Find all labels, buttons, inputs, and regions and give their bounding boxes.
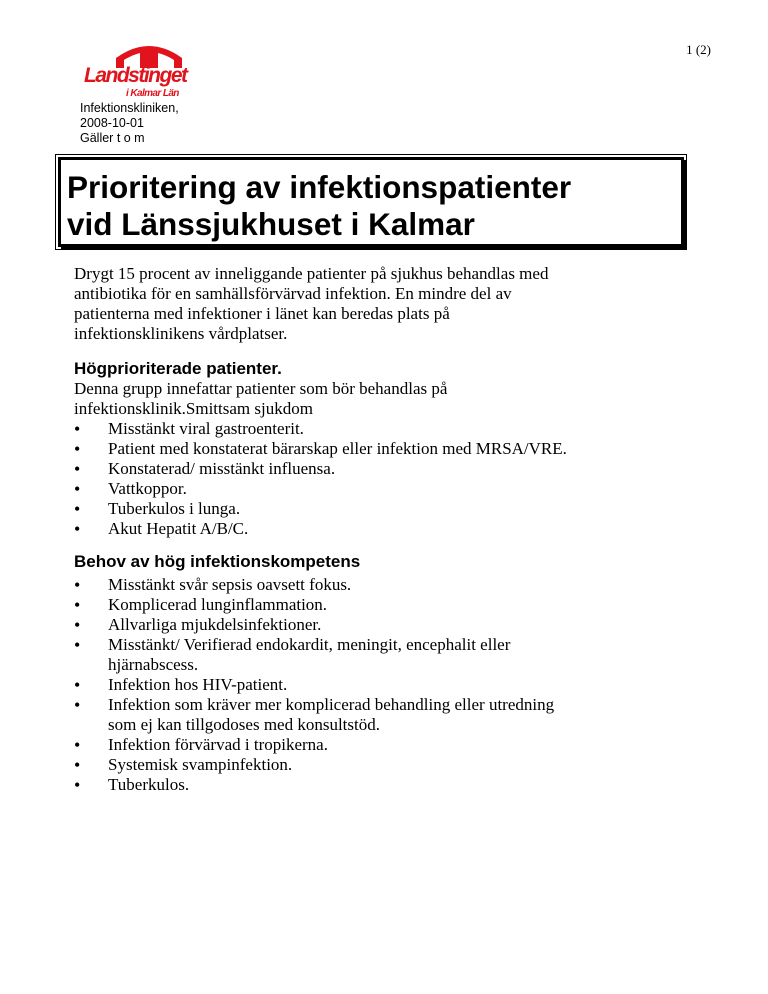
title-line-1: Prioritering av infektionspatienter <box>67 169 572 205</box>
list-item: • Infektion förvärvad i tropikerna. <box>74 735 714 755</box>
list-item: • Akut Hepatit A/B/C. <box>74 519 714 539</box>
list-item: • Patient med konstaterat bärarskap eller infektion med MRSA/VRE. <box>74 439 714 459</box>
page-title <box>61 160 681 243</box>
document-body <box>74 264 714 795</box>
list-item-line: Infektion som kräver mer komplicerad behandling eller utredning <box>108 695 555 714</box>
section-description <box>74 379 714 419</box>
intro-line: patienterna med infektioner i länet kan beredas plats på <box>74 304 450 323</box>
description-line: infektionsklinik.Smittsam sjukdom <box>74 399 313 418</box>
list-item-line: som ej kan tillgodoses med konsultstöd. <box>108 715 380 734</box>
intro-paragraph <box>74 264 714 344</box>
department-label: Infektionskliniken, <box>80 101 179 115</box>
list-item: • Tuberkulos. <box>74 775 714 795</box>
list-item: • Systemisk svampinfektion. <box>74 755 714 775</box>
list-item-line: hjärnabscess. <box>108 655 199 674</box>
title-box <box>58 157 684 247</box>
section-heading-high-priority: Högprioriterade patienter. <box>74 359 282 378</box>
list-item: • Komplicerad lunginflammation. <box>74 595 714 615</box>
page-number: 1 (2) <box>686 42 711 57</box>
document-meta <box>80 101 179 146</box>
landstinget-logo <box>84 40 206 102</box>
logo-subtitle: i Kalmar Län <box>126 88 179 99</box>
list-item: • Tuberkulos i lunga. <box>74 499 714 519</box>
logo-wordmark: Landstinget <box>84 64 187 87</box>
section-heading-competence: Behov av hög infektionskompetens <box>74 552 361 571</box>
valid-until-label: Gäller t o m <box>80 131 145 145</box>
intro-line: infektionsklinikens vårdplatser. <box>74 324 288 343</box>
list-item: • Infektion hos HIV-patient. <box>74 675 714 695</box>
competence-list <box>74 575 714 795</box>
high-priority-list <box>74 419 714 539</box>
list-item: • Konstaterad/ misstänkt influensa. <box>74 459 714 479</box>
document-date: 2008-10-01 <box>80 116 144 130</box>
intro-line: Drygt 15 procent av inneliggande patienter på sjukhus behandlas med <box>74 264 549 283</box>
list-item: • Misstänkt svår sepsis oavsett fokus. <box>74 575 714 595</box>
title-line-2: vid Länssjukhuset i Kalmar <box>67 206 475 242</box>
list-item <box>74 695 714 735</box>
intro-line: antibiotika för en samhällsförvärvad infektion. En mindre del av <box>74 284 512 303</box>
list-item-line: Misstänkt/ Verifierad endokardit, meningit, encephalit eller <box>108 635 511 654</box>
list-item <box>74 635 714 675</box>
description-line: Denna grupp innefattar patienter som bör behandlas på <box>74 379 448 398</box>
list-item: • Allvarliga mjukdelsinfektioner. <box>74 615 714 635</box>
list-item: • Misstänkt viral gastroenterit. <box>74 419 714 439</box>
list-item: • Vattkoppor. <box>74 479 714 499</box>
